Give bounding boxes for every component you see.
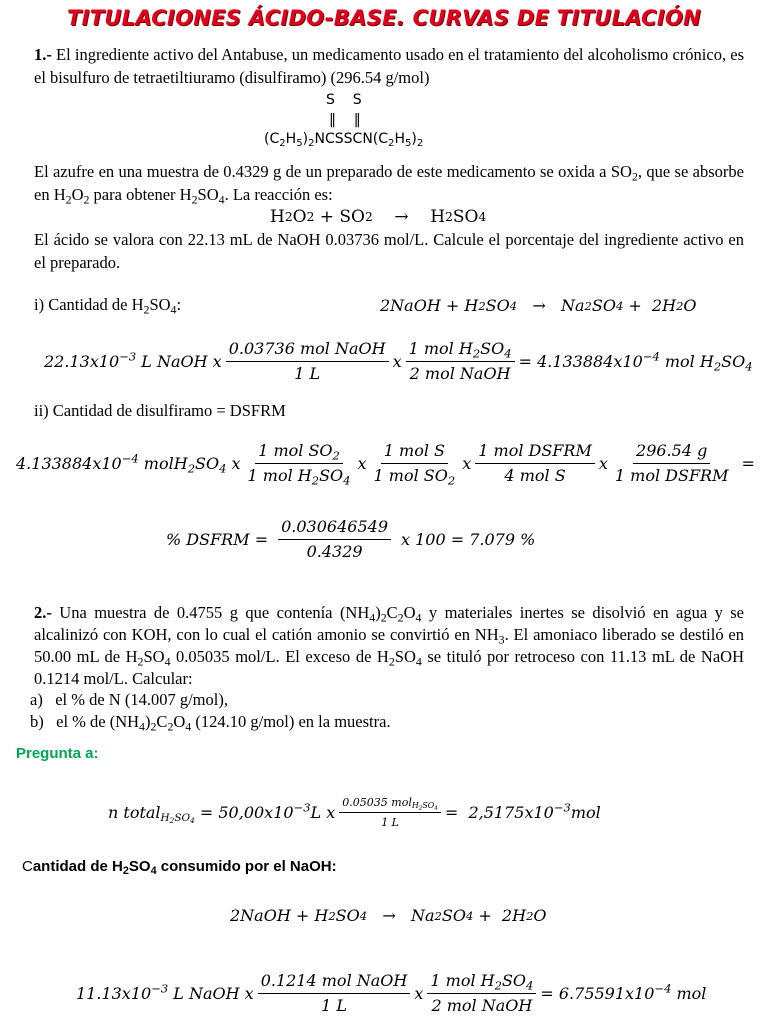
consumed-label: Cantidad de $H_2SO_4$ consumido por el NaOH: (22, 858, 337, 878)
structure-sulfur-top: S S (326, 92, 362, 108)
problem1-reaction: H 2 O 2 + SO 2 → H 2 SO 4 (270, 207, 487, 227)
problem1-intro-text: El ingrediente activo del Antabuse, un medicamento usado en el tratamiento del alcoholismo crónico, es el bisulfuro de tetraetiltiuramo (disulfiramo) (296.54 g/mol) (34, 45, 744, 87)
step2-calculation: $4.133884x10^{-4}$ $molH_2SO_4$ x $\frac{1 mol SO_2}{1 mol H_2SO_4}$ x $\frac{\text{1 mol S}}{1 mol SO_2}$ x $\frac{\text{1 mol DSFRM}}{\text{4 mol S}}$ x $\frac{296.54 g}{\text{1 mol DSFRM}}$ = (16, 441, 755, 488)
item-b: b) el % de $(NH_4)_2C_2O_4$ (124.10 g/mol) en la muestra. (30, 712, 391, 734)
structure-formula: $(C_2H_5)_2NCSSCN(C_2H_5)_2$ (264, 131, 424, 150)
item-a: a) el % de N (14.007 g/mol), (30, 690, 228, 709)
pregunta-a-heading: Pregunta a: (16, 745, 99, 762)
problem1-intro (34, 44, 744, 89)
ntotal-calculation: n total$_{H_2SO_4}$ = $50,00x10^{-3}L$ x $\frac{0.05035 mol_{H_2SO_4}}{1 L}$ = $2,5175x10^{-3}mol$ (108, 796, 601, 830)
page-title: TITULACIONES ÁCIDO-BASE. CURVAS DE TITULACIÓN (66, 6, 702, 30)
step1-label: i) Cantidad de $H_2SO_4$: (34, 295, 182, 317)
problem2-reaction: 2NaOH + H 2 SO 4 → Na 2 SO 4 + 2H 2 O (230, 906, 547, 925)
step1-reaction: 2NaOH + H 2 SO 4 → Na 2 SO 4 + 2H 2 O (380, 296, 697, 315)
problem1-text2: El azufre en una muestra de 0.4329 g de un preparado de este medicamento se oxida a $SO_2$, que se absorbe en $H_2O_2$ para obtener $H_2SO_4$. La reacción es: (34, 162, 744, 207)
percent-calculation: % DSFRM = $\frac{0.030646549}{0.4329}$ x 100 = 7.079 % (166, 517, 536, 561)
step1-calculation: $22.13x10^{-3}$ L NaOH x $\frac{\text{0.03736 mol NaOH}}{1 L}$ x $\frac{1 mol H_2SO_4}{\text{2 mol NaOH}}$ = $4.133884x10^{-4}$ mol $H_2SO_4$ (44, 339, 753, 383)
step2-label: ii) Cantidad de disulfiramo = DSFRM (34, 401, 286, 420)
last-calculation: $11.13x10^{-3}$ L NaOH x $\frac{\text{0.1214 mol NaOH}}{1 L}$ x $\frac{1 mol H_2SO_4}{\text{2 mol NaOH}}$ = $6.75591x10^{-4}$ mol (76, 971, 707, 1015)
problem2-text: 2.- Una muestra de 0.4755 g que contenía $(NH_4)_2C_2O_4$ y materiales inertes se disolvió en agua y se alcalinizó con KOH, con lo cual el catión amonio se convirtió en $NH_3$. El amoniaco liberado se destiló en 50.00 mL de $H_2SO_4$ 0.05035 mol/L. El exceso de $H_2SO_4$ se tituló por retroceso con 11.13 mL de NaOH 0.1214 mol/L. Calcular: (34, 603, 744, 688)
problem1-number: 1.- (34, 45, 52, 64)
structure-double-bonds: ‖ ‖ (329, 112, 361, 128)
problem1-text3: El ácido se valora con 22.13 mL de NaOH 0.03736 mol/L. Calcule el porcentaje del ingrediente activo en el preparado. (34, 230, 744, 272)
